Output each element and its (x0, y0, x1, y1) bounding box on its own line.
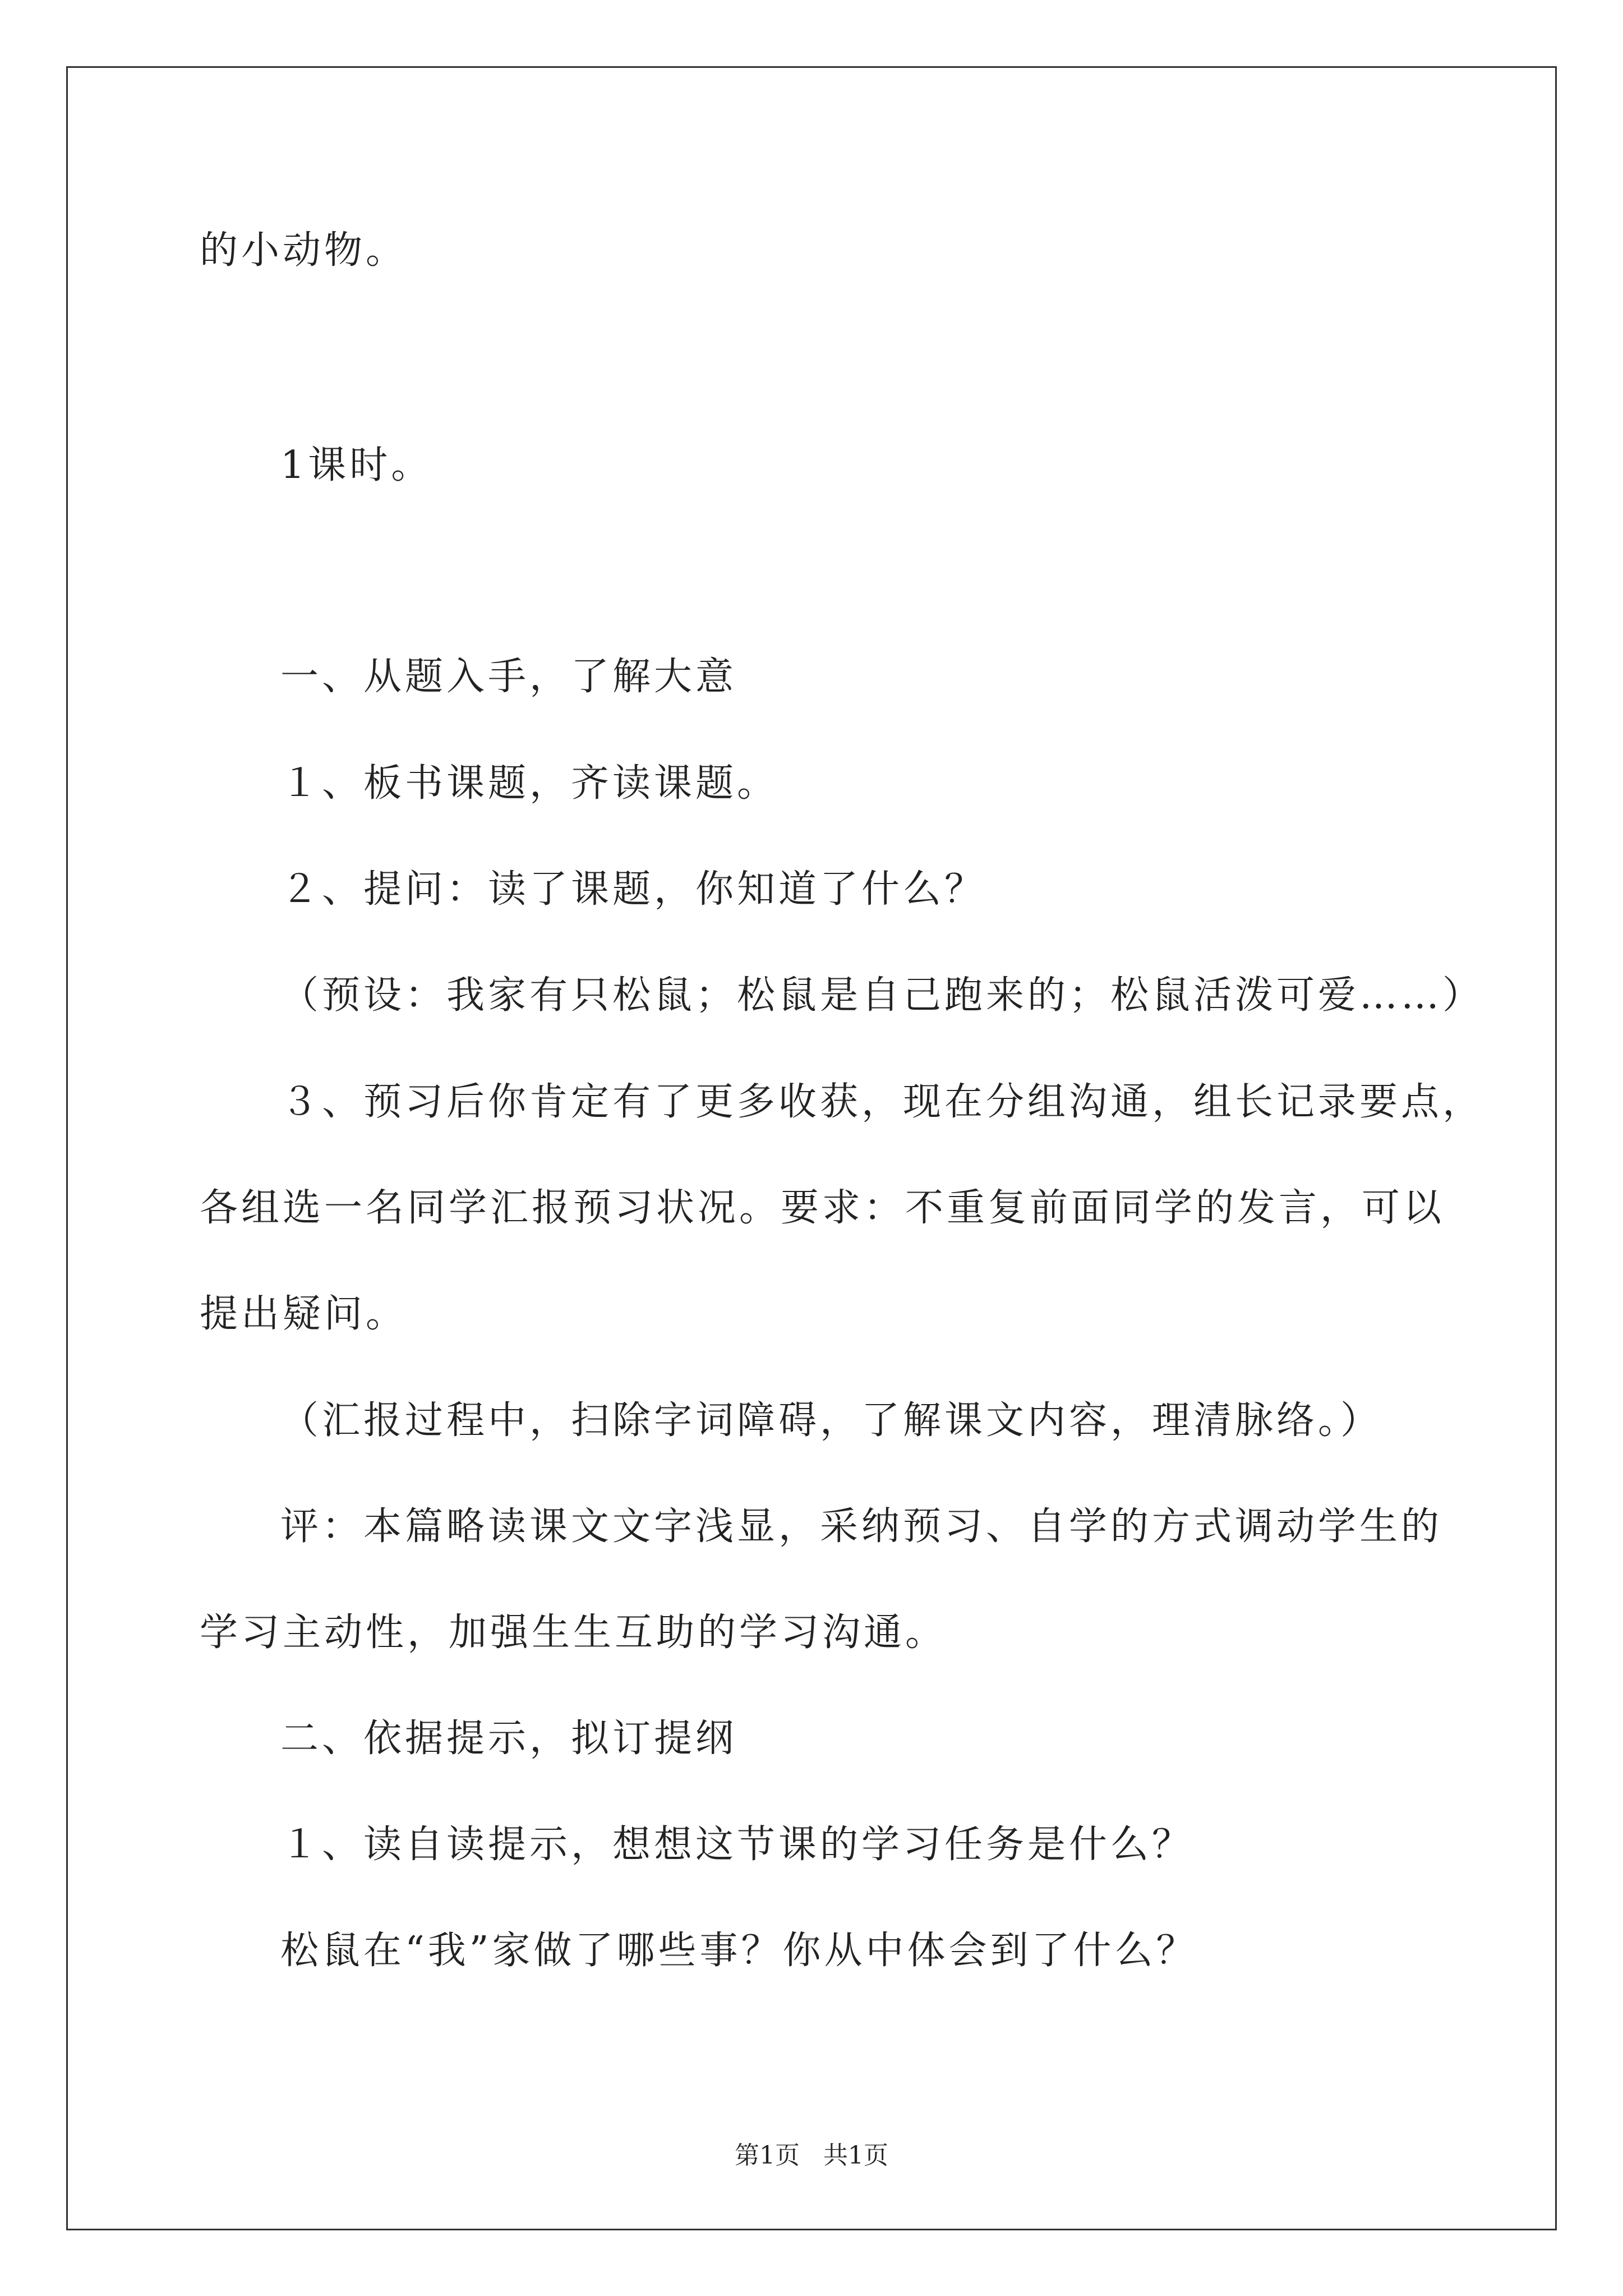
text-line-4: ２、提问：读了课题，你知道了什么？ (280, 867, 986, 912)
text-line-10: 评：本篇略读课文文字浅显，采纳预习、自学的方式调动学生的 (280, 1504, 1443, 1549)
text-line-1: 的小动物。 (200, 228, 408, 273)
page-border (66, 66, 1557, 2230)
text-line-13: 松鼠在“我”家做了哪些事？你从中体会到了什么？ (280, 1929, 1198, 1973)
text-line-3: １、板书课题，齐读课题。 (280, 761, 779, 806)
text-line-2: 1课时。 (280, 443, 433, 487)
text-line-5: （预设：我家有只松鼠；松鼠是自己跑来的；松鼠活泼可爱……） (280, 973, 1484, 1018)
section-heading-2: 二、依据提示，拟订提纲 (280, 1717, 737, 1761)
text-line-12: １、读自读提示，想想这节课的学习任务是什么？ (280, 1823, 1194, 1867)
text-line-6: ３、预习后你肯定有了更多收获，现在分组沟通，组长记录要点， (280, 1080, 1484, 1124)
text-line-11: 学习主动性，加强生生互助的学习沟通。 (200, 1611, 947, 1655)
text-line-7: 各组选一名同学汇报预习状况。要求：不重复前面同学的发言，可以 (200, 1186, 1445, 1230)
text-line-8: 提出疑问。 (200, 1292, 408, 1336)
text-line-9: （汇报过程中，扫除字词障碍，了解课文内容，理清脉络。） (280, 1398, 1382, 1443)
section-heading-1: 一、从题入手，了解大意 (280, 655, 737, 699)
page-footer: 第1页 共1页 (735, 2141, 888, 2170)
